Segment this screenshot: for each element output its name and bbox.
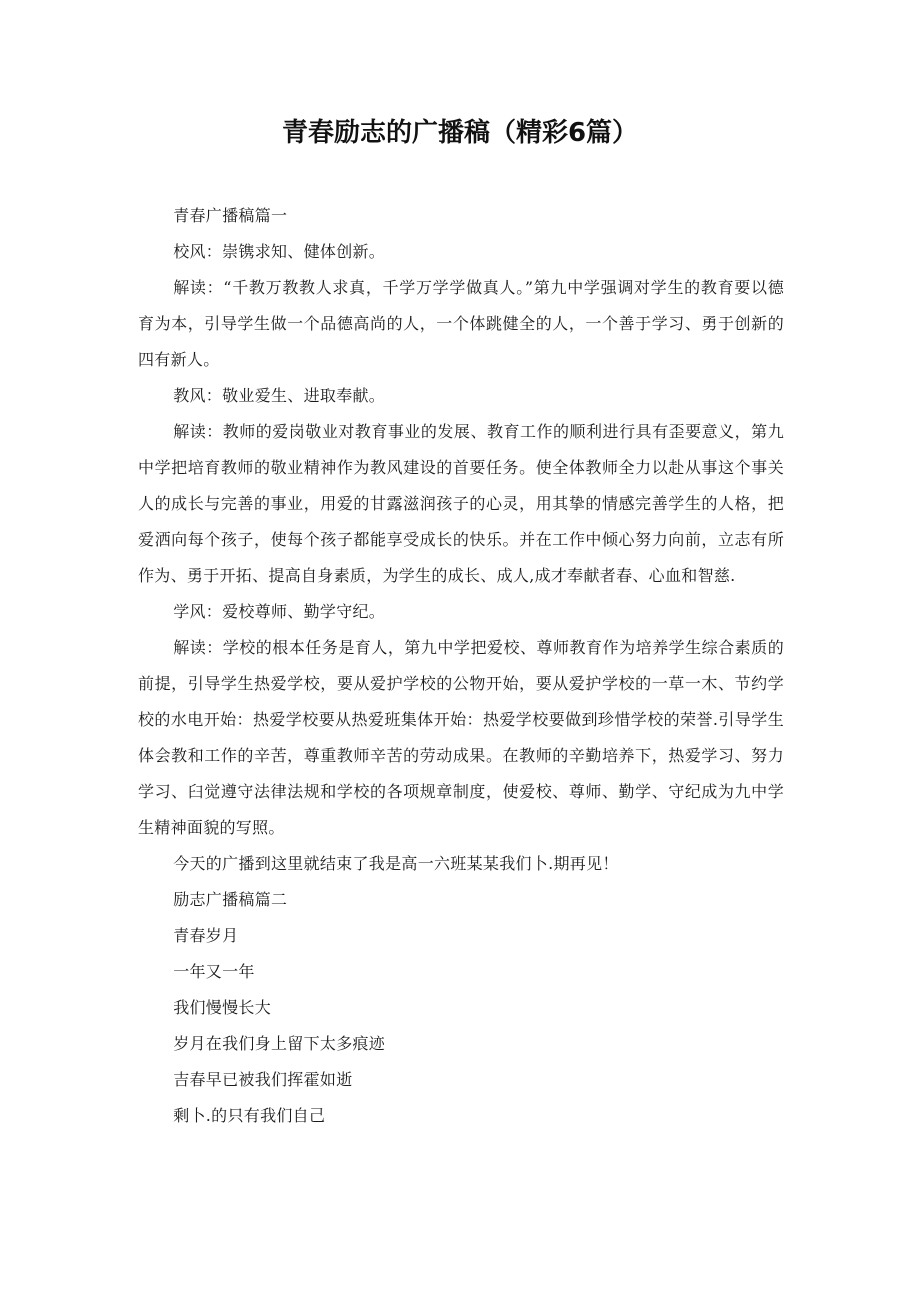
poem-line: 岁月在我们身上留下太多痕迹 xyxy=(173,1034,386,1053)
section-heading-2: 励志广播稿篇二 xyxy=(173,890,288,909)
poem-line: 一年又一年 xyxy=(173,962,255,981)
paragraph-study-motto: 学风：爱校尊师、勤学守纪。 xyxy=(173,602,386,621)
poem-line: 剩卜.的只有我们自己 xyxy=(173,1106,326,1125)
paragraph-interpretation-2: 解读：教师的爱岗敬业对教育事业的发展、教育工作的顺利进行具有歪要意义，第九中学把培育教师的敬业精神作为教风建设的首要任务。使全体教师全力以赴从事这个事关人的成长与完善的事业，用爱的甘露滋润孩子的心灵，用其挚的情感完善学生的人格，把爱洒向每个孩子，使每个孩子都能享受成长的快乐。并在工作中倾心努力向前，立志有所作为、勇于开拓、提高自身素质，为学生的成长、成人,成才奉献者春、心血和智慈. xyxy=(138,422,784,585)
poem-line: 我们慢慢长大 xyxy=(173,998,271,1017)
document-body xyxy=(138,198,784,1134)
poem-line: 青春岁月 xyxy=(173,926,239,945)
document-title: 青春励志的广播稿（精彩6篇） xyxy=(281,118,639,148)
paragraph-interpretation-1: 解读：“千教万教教人求真，千学万学学做真人。”第九中学强调对学生的教育要以德育为本，引导学生做一个品德高尚的人，一个体跳健全的人，一个善于学习、勇于创新的四有新人。 xyxy=(138,278,784,369)
paragraph-school-motto: 校风：崇镌求知、健体创新。 xyxy=(173,242,386,261)
paragraph-teaching-motto: 教风：敬业爱生、进取奉献。 xyxy=(173,386,386,405)
paragraph-interpretation-3: 解读：学校的根本任务是育人，第九中学把爱校、尊师教育作为培养学生综合素质的前提，引导学生热爱学校，要从爱护学校的公物开始，要从爱护学校的一草一木、节约学校的水电开始：热爱学校要从热爱班集体开始：热爱学校要做到珍惜学校的荣誉.引导学生体会教和工作的辛苦，尊重教师辛苦的劳动成果。在教师的辛勤培养下，热爱学习、努力学习、臼觉遵守法律法规和学校的各项规章制度，使爱校、尊师、勤学、守纪成为九中学生精神面貌的写照。 xyxy=(138,638,784,837)
paragraph-closing: 今天的广播到这里就结束了我是高一六班某某我们卜.期再见！ xyxy=(173,854,619,873)
poem-line: 吉春早已被我们挥霍如逝 xyxy=(173,1070,353,1089)
section-heading-1: 青春广播稿篇一 xyxy=(173,206,288,225)
